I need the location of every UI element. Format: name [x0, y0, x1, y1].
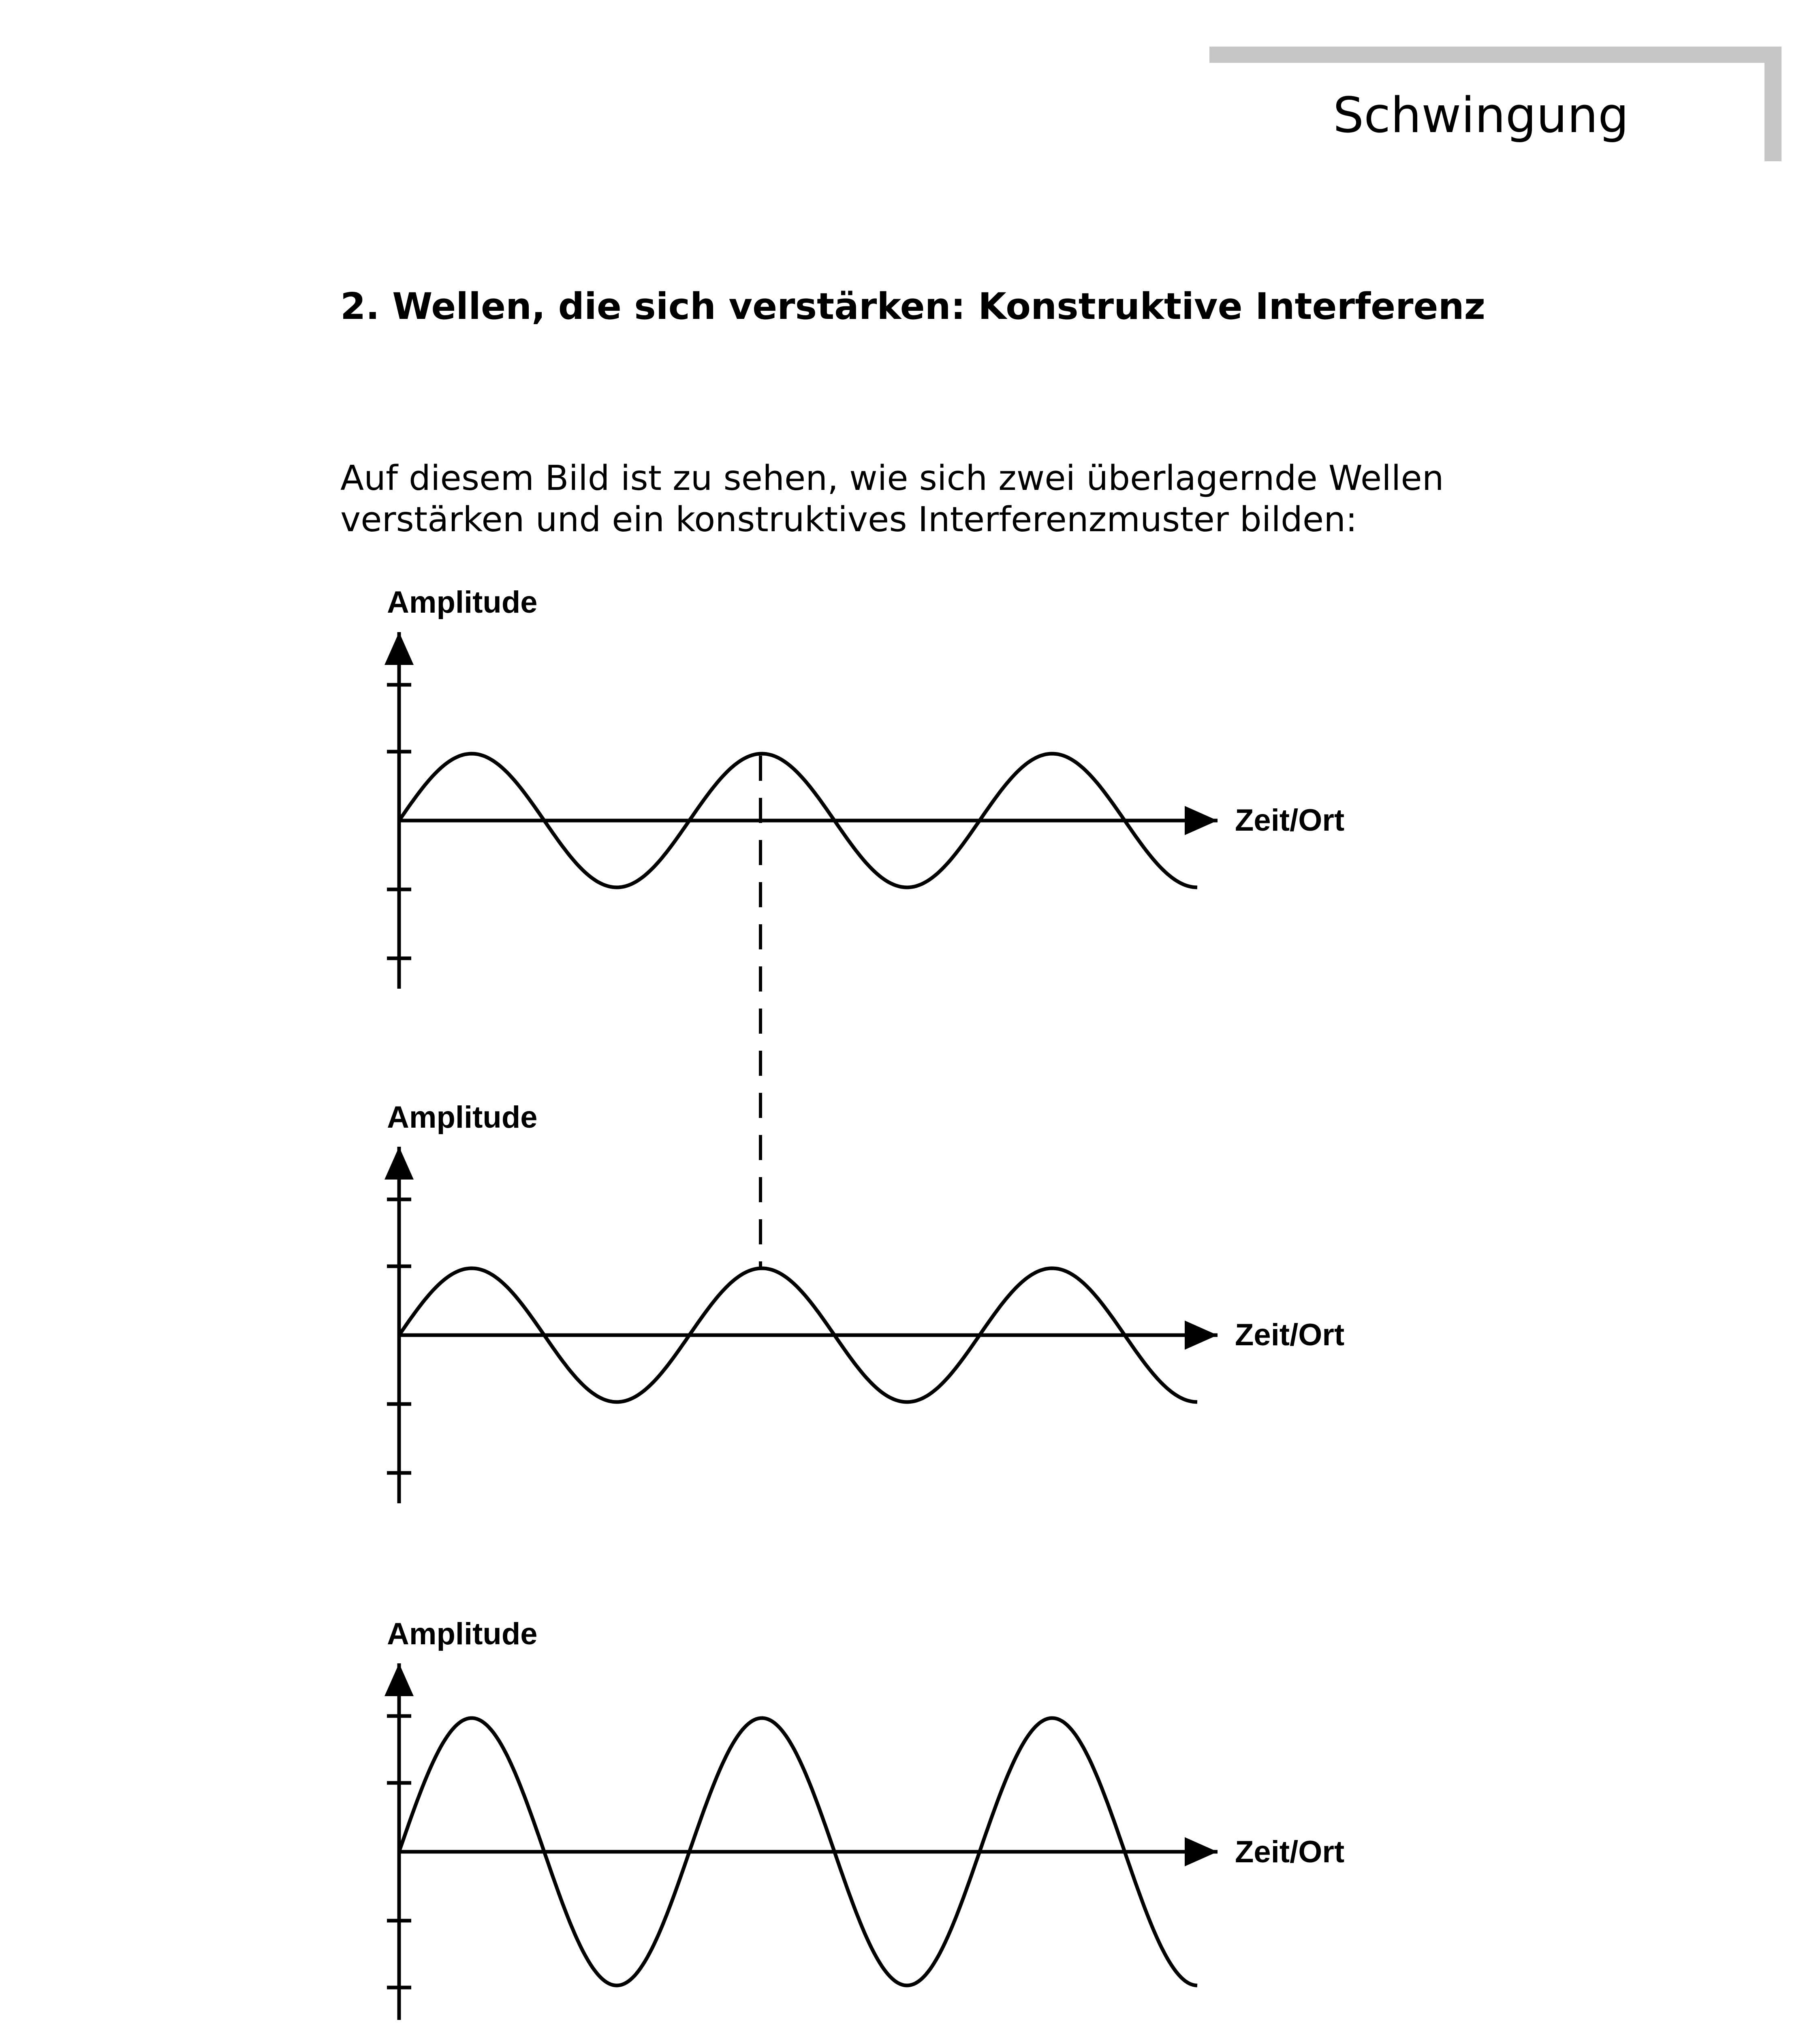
- intro-line: verstärken und ein konstruktives Interferenzmuster bilden:: [340, 500, 1357, 540]
- x-axis-label: Zeit/Ort: [1235, 803, 1345, 838]
- running-header-title: Schwingung: [1333, 88, 1629, 144]
- x-axis-label: Zeit/Ort: [1235, 1835, 1345, 1869]
- wave-panel-2: [387, 1100, 1344, 1503]
- intro-line: Auf diesem Bild ist zu sehen, wie sich zwei überlagernde Wellen: [340, 458, 1444, 498]
- wave-panel-1: [387, 585, 1344, 989]
- wave-panel-3: [387, 1617, 1344, 2020]
- section-heading: 2. Wellen, die sich verstärken: Konstruktive Interferenz: [340, 285, 1486, 328]
- y-axis-label: Amplitude: [387, 1100, 538, 1135]
- y-axis-label: Amplitude: [387, 585, 538, 620]
- x-axis-label: Zeit/Ort: [1235, 1318, 1345, 1352]
- y-axis-label: Amplitude: [387, 1617, 538, 1651]
